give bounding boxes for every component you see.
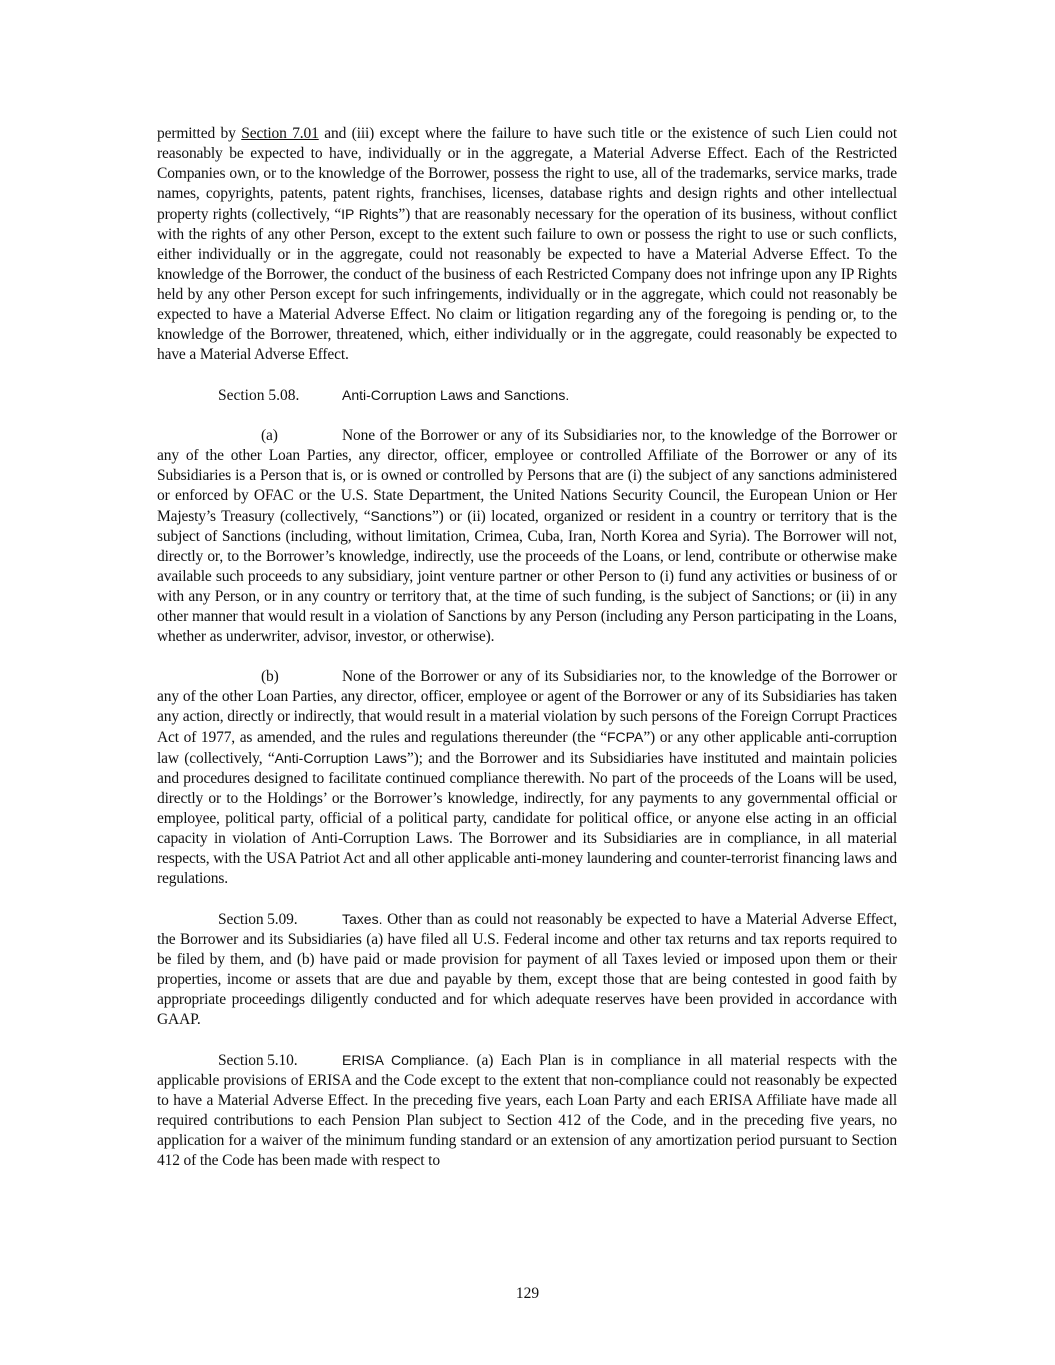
section-caption: Taxes. [342,911,383,927]
section-number: Section 5.10. [218,1052,298,1069]
section-5-10-paragraph [157,1050,897,1171]
page-number: 129 [515,1285,540,1302]
section-caption: ERISA Compliance. [342,1052,469,1068]
section-7-01-link[interactable]: Section 7.01 [241,125,319,142]
text-run: ”) that are reasonably necessary for the operation of its business, without conflict with the rights of any other Person, except to the extent such failure to own or possess the right to use or such conflicts, either individually or in the aggregate, could not reasonably be expected to have a Material Adverse Effect. To the knowledge of the Borrower, the conduct of the business of each Restricted Company does not infringe upon any IP Rights held by any other Person except for such infringements, individually or in the aggregate, which could not reasonably be expected to have a Material Adverse Effect. No claim or litigation regarding any of the foregoing is pending or, to the knowledge of the Borrower, threatened, which, either individually or in the aggregate, could reasonably be expected to have a Material Adverse Effect. [157,206,898,363]
continuation-paragraph [157,124,897,365]
paragraph-a [157,426,897,647]
section-5-09-paragraph [157,909,897,1030]
text-run: ”) or any other applicable anti-corruption law (collectively, “ [157,729,897,767]
defined-term-anti-corruption-laws: Anti-Corruption Laws [274,750,407,766]
text-run: ”) or (ii) located, organized or resident in a country or territory that is the subject of Sanctions (including, without limitation, Crimea, Cuba, Iran, North Korea and Syria). The Borrower will not, directly or, to the Borrower’s knowledge, indirectly, use the proceeds of the Loans, or lend, contribute or otherwise make available such proceeds to any subsidiary, joint venture partner or other Person to (i) fund any activities or business of or with any Person, or in any country or territory that, at the time of such funding, is the subject of Sanctions; or (ii) in any other manner that would result in a violation of Sanctions by any Person (including any Person participating in the Loans, whether as underwriter, advisor, investor, or otherwise). [157,508,898,645]
text-run: None of the Borrower or any of its Subsidiaries nor, to the knowledge of the Borrower or any of the other Loan Parties, any director, officer, employee or controlled Affiliate of the Borrower or any of its Subsidiaries is a Person that is, or is owned or controlled by Persons that are (i) the subject of any sanctions administered or enforced by OFAC or the U.S. State Department, the United Nations Security Council, the European Union or Her Majesty’s Treasury (collectively, “ [157,427,897,525]
text-run: (a) Each Plan is in compliance in all material respects with the applicable provisions of ERISA and the Code except to the extent that non-compliance could not reasonably be expected to have a Material Adverse Effect. In the preceding five years, each Loan Party and each ERISA Affiliate have made all required contributions to each Pension Plan subject to Section 412 of the Code, and in the preceding five years, no application for a waiver of the minimum funding standard or an extension of any amortization period pursuant to Section 412 of the Code has been made with respect to [157,1052,897,1169]
defined-term-sanctions: Sanctions [370,508,432,524]
document-page [157,124,897,1171]
paragraph-label: (b) [261,668,279,685]
text-run: permitted by [157,125,242,142]
defined-term-fcpa: FCPA [607,729,644,745]
defined-term-ip-rights: IP Rights [341,206,399,222]
section-caption: Anti-Corruption Laws and Sanctions. [342,387,570,403]
text-run: None of the Borrower or any of its Subsidiaries nor, to the knowledge of the Borrower or any of the other Loan Parties, any director, officer, employee or agent of the Borrower or any of its Subsidiaries has taken any action, directly or indirectly, that would result in a material violation by such persons of the Foreign Corrupt Practices Act of 1977, as amended, and the rules and regulations thereunder (the “ [157,668,897,746]
text-run: and (iii) except where the failure to have such title or the existence of such Lien could not reasonably be expected to have, individually or in the aggregate, a Material Adverse Effect. Each of the Restricted Companies own, or to the knowledge of the Borrower, possess the right to use, all of the trademarks, service marks, trade names, copyrights, patents, patent rights, franchises, licenses, database rights and design rights and other intellectual property rights (collectively, “ [157,125,898,223]
paragraph-b [157,667,897,889]
text-run: Other than as could not reasonably be expected to have a Material Adverse Effect, the Borrower and its Subsidiaries (a) have filed all U.S. Federal income and other tax returns and tax reports required to be filed by them, and (b) have paid or made provision for payment of all Taxes levied or imposed upon them or their properties, income or assets that are due and payable by them, except those that are being contested in good faith by appropriate proceedings diligently conducted and for which adequate reserves have been provided in accordance with GAAP. [157,911,897,1028]
text-run: ”); and the Borrower and its Subsidiaries have instituted and maintain policies and procedures designed to facilitate continued compliance therewith. No part of the proceeds of the Loans will be used, directly or to the Holdings’ or the Borrower’s knowledge, indirectly, for any payments to any governmental official or employee, political party, official of a political party, candidate for political office, or anyone else acting in an official capacity in violation of Anti-Corruption Laws. The Borrower and its Subsidiaries are in compliance, in all material respects, with the USA Patriot Act and all other applicable anti-money laundering and counter-terrorist financing laws and regulations. [157,750,897,887]
paragraph-label: (a) [261,427,278,444]
section-5-08-heading [218,385,897,406]
section-number: Section 5.08. [218,387,300,404]
section-number: Section 5.09. [218,911,298,928]
